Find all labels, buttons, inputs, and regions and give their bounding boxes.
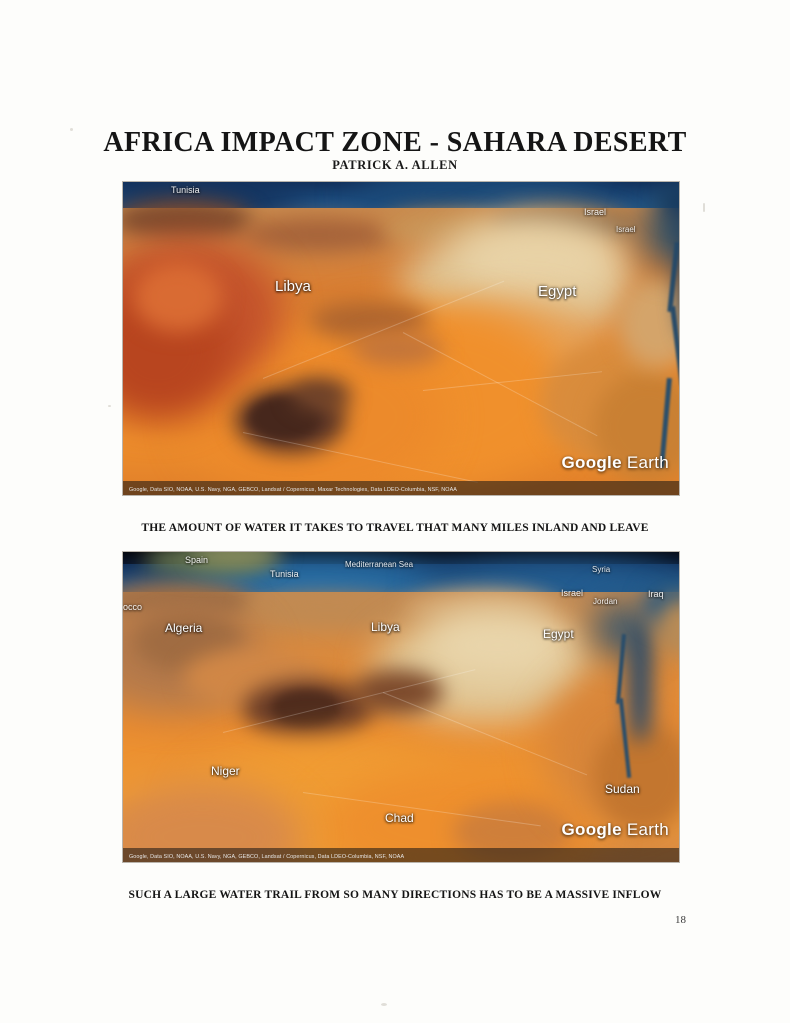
scan-speckle <box>703 203 705 212</box>
map-label-algeria: Algeria <box>165 621 203 635</box>
map-label-libya: Libya <box>371 620 400 634</box>
page-title: AFRICA IMPACT ZONE - SAHARA DESERT <box>103 126 687 158</box>
map-label-iraq: Iraq <box>648 589 664 599</box>
map-label-israel: Israel <box>561 588 584 598</box>
map-label-egypt: Egypt <box>543 627 574 641</box>
rocky-highland-west <box>133 262 223 332</box>
google-earth-watermark-bold: Google <box>561 820 622 839</box>
red-sea <box>629 622 651 742</box>
volcanic-massif <box>271 690 341 726</box>
satellite-figure-sahara-wide <box>122 551 680 863</box>
author-line: PATRICK A. ALLEN <box>332 158 458 172</box>
google-earth-watermark <box>561 453 669 473</box>
map-label-jordan: Jordan <box>593 597 618 606</box>
map-label-tunisia: Tunisia <box>270 569 299 579</box>
google-earth-watermark-bold: Google <box>561 453 622 472</box>
map-label-israel-secondary: Israel <box>616 225 636 234</box>
map-label-egypt: Egypt <box>538 283 577 300</box>
volcanic-massif <box>291 378 351 412</box>
map-label-syria: Syria <box>592 565 611 574</box>
figure-2-caption: SUCH A LARGE WATER TRAIL FROM SO MANY DIRECTIONS HAS TO BE A MASSIVE INFLOW <box>128 889 662 901</box>
map-label-mediterranean-sea: Mediterranean Sea <box>345 560 414 569</box>
scan-speckle <box>381 1003 387 1006</box>
coast-shade <box>243 218 393 252</box>
google-earth-watermark-light: Earth <box>621 820 669 839</box>
map-label-israel: Israel <box>584 207 607 217</box>
map-label-niger: Niger <box>211 764 240 778</box>
volcanic-massif <box>353 670 443 714</box>
map-label-morocco: occo <box>123 602 143 612</box>
satellite-image-1 <box>123 182 679 495</box>
map-label-libya: Libya <box>275 278 311 295</box>
attribution-text: Google, Data SIO, NOAA, U.S. Navy, NGA, GEBCO, Landsat / Copernicus, Data LDEO-Columbia, NSF, NOAA <box>129 854 405 860</box>
map-label-spain: Spain <box>185 555 209 565</box>
scan-speckle <box>108 405 111 407</box>
satellite-figure-sahara-east <box>122 181 680 496</box>
sand-sea-light <box>423 610 573 680</box>
attribution-text: Google, Data SIO, NOAA, U.S. Navy, NGA, GEBCO, Landsat / Copernicus, Maxar Technologies, Data LDEO-Columbia, NSF, NOAA <box>129 487 457 493</box>
google-earth-watermark-light: Earth <box>621 453 669 472</box>
map-label-sudan: Sudan <box>605 782 640 796</box>
map-label-tunisia: Tunisia <box>171 185 200 195</box>
page-number: 18 <box>675 914 686 926</box>
red-sea <box>679 218 680 338</box>
google-earth-watermark <box>561 820 669 840</box>
map-label-chad: Chad <box>385 811 414 825</box>
figure-1-caption: THE AMOUNT OF WATER IT TAKES TO TRAVEL THAT MANY MILES INLAND AND LEAVE <box>141 522 649 534</box>
satellite-image-2 <box>123 552 679 862</box>
